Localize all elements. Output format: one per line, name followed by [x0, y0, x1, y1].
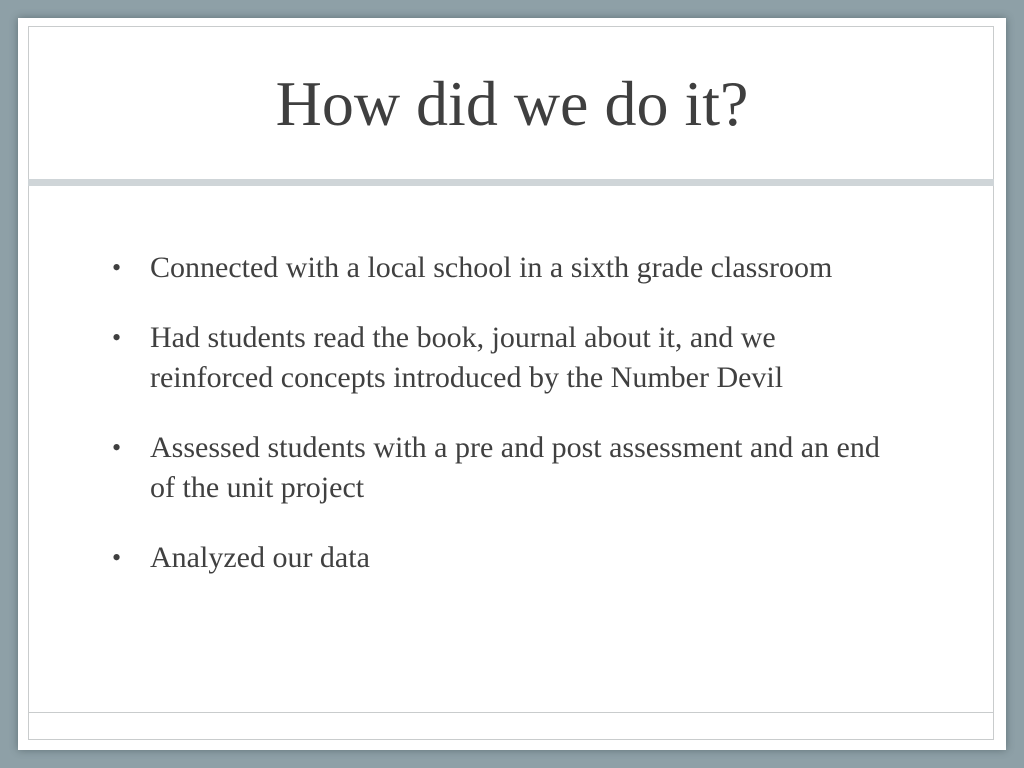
bullet-icon: • — [112, 433, 122, 462]
bullet-item — [112, 538, 902, 578]
bullet-item — [112, 318, 902, 398]
bullet-text: Had students read the book, journal about it, and we reinforced concepts introduced by the Number Devil — [150, 321, 784, 394]
slide — [18, 18, 1006, 750]
bullet-item — [112, 428, 902, 508]
title-divider — [28, 179, 994, 186]
bullet-icon: • — [112, 323, 122, 352]
footer-divider — [28, 712, 994, 713]
bullet-text: Analyzed our data — [150, 541, 370, 574]
bullet-text: Connected with a local school in a sixth grade classroom — [150, 251, 833, 284]
bullet-icon: • — [112, 543, 122, 572]
bullet-list — [112, 248, 902, 608]
bullet-text: Assessed students with a pre and post assessment and an end of the unit project — [150, 431, 880, 504]
bullet-item — [112, 248, 902, 288]
bullet-icon: • — [112, 253, 122, 282]
slide-title: How did we do it? — [275, 68, 749, 139]
